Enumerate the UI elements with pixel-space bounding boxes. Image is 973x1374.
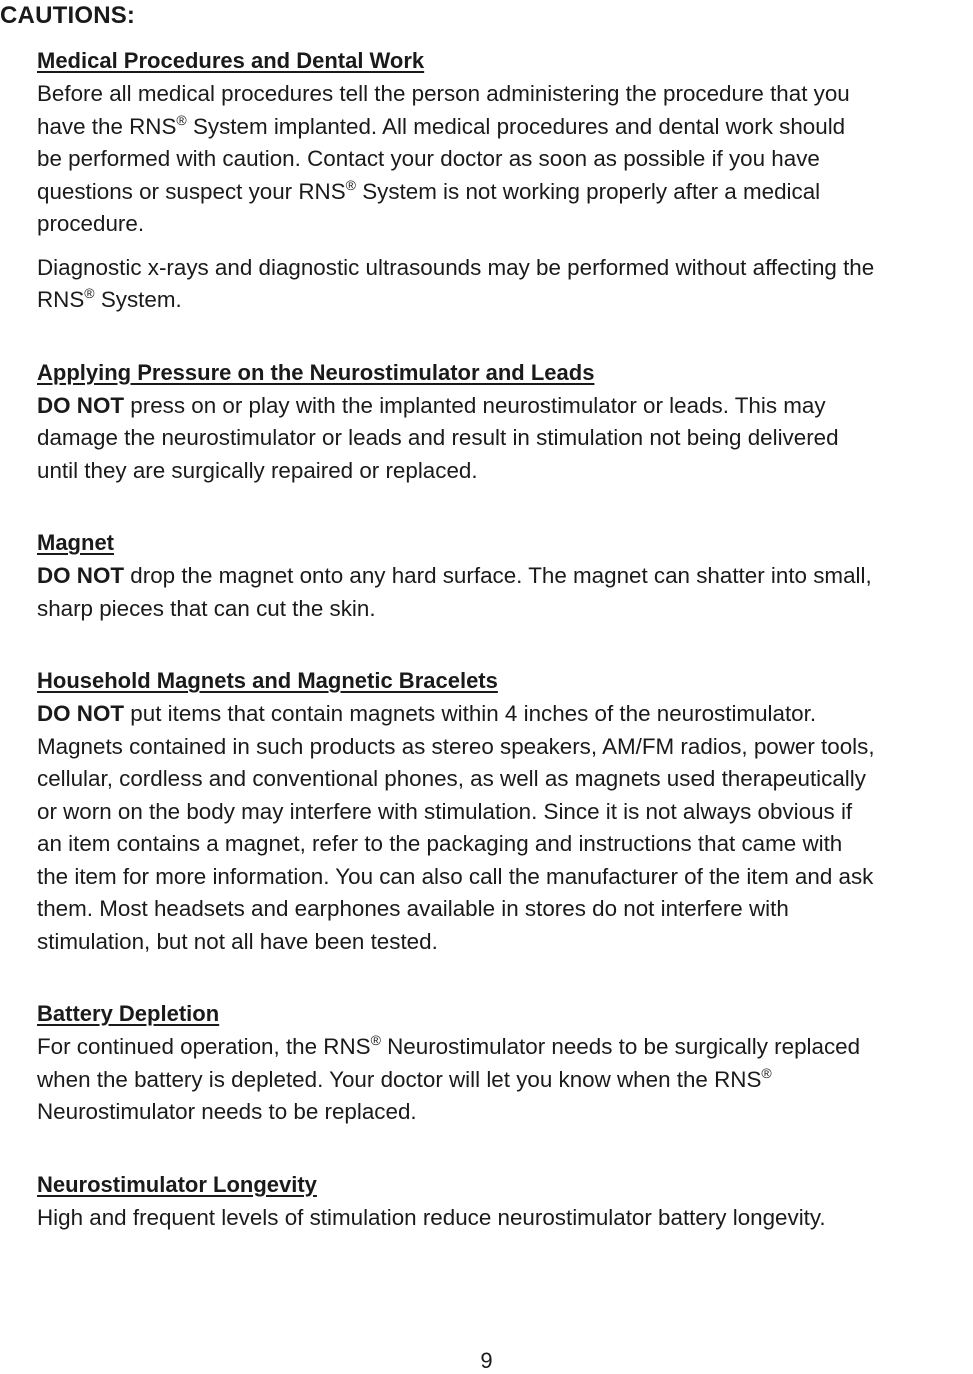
section-title-household-magnets: Household Magnets and Magnetic Bracelets: [37, 668, 498, 693]
text-line: Neurostimulator needs to be replaced.: [37, 1099, 417, 1124]
paragraph-household-magnets: [37, 698, 973, 958]
paragraph-magnet: [37, 560, 973, 625]
text-line: stimulation, but not all have been tested.: [37, 928, 438, 954]
text-line: [37, 176, 973, 209]
text-run: Neurostimulator needs to be surgically replaced: [380, 1034, 861, 1059]
section-title-magnet: Magnet: [37, 530, 114, 555]
section-neurostimulator-longevity: [37, 1168, 973, 1235]
text-run: drop the magnet onto any hard surface. The magnet can shatter into small,: [124, 563, 872, 588]
text-line: Diagnostic x-rays and diagnostic ultrasounds may be performed without affecting the: [37, 254, 875, 280]
text-line: procedure.: [37, 211, 145, 236]
registered-mark: ®: [345, 176, 356, 193]
text-run: System.: [94, 287, 182, 312]
text-line: an item contains a magnet, refer to the packaging and instructions that came with: [37, 831, 843, 856]
text-run: System implanted. All medical procedures and dental work should: [186, 113, 846, 139]
section-title-neurostimulator-longevity: Neurostimulator Longevity: [37, 1171, 317, 1197]
text-line: them. Most headsets and earphones available in stores do not interfere with: [37, 896, 789, 921]
text-run: put items that contain magnets within 4 inches of the neurostimulator.: [124, 701, 817, 726]
text-line: cellular, cordless and conventional phones, as well as magnets used therapeutically: [37, 766, 866, 791]
section-gap: [37, 958, 973, 997]
text-line: be performed with caution. Contact your doctor as soon as possible if you have: [37, 146, 820, 171]
cautions-content: [37, 44, 973, 1234]
section-gap: [37, 487, 973, 526]
text-run: have the RNS: [37, 113, 177, 139]
text-line: damage the neurostimulator or leads and result in stimulation not being delivered: [37, 425, 839, 450]
text-line: [37, 560, 973, 593]
section-gap: [37, 1129, 973, 1168]
text-line: [37, 284, 973, 317]
text-line: until they are surgically repaired or replaced.: [37, 457, 478, 483]
section-title-battery-depletion: Battery Depletion: [37, 1001, 220, 1026]
text-line: High and frequent levels of stimulation reduce neurostimulator battery longevity.: [37, 1204, 826, 1230]
text-run: press on or play with the implanted neurostimulator or leads. This may: [124, 392, 826, 418]
text-line: [37, 698, 973, 731]
paragraph-medical-procedures: [37, 78, 973, 241]
section-household-magnets: [37, 664, 973, 958]
text-run: For continued operation, the RNS: [37, 1034, 371, 1059]
text-run: questions or suspect your RNS: [37, 178, 346, 204]
paragraph-battery-depletion: [37, 1031, 973, 1129]
text-line: sharp pieces that can cut the skin.: [37, 595, 376, 621]
section-battery-depletion: [37, 997, 973, 1129]
section-gap: [37, 317, 973, 356]
text-run: RNS: [37, 287, 85, 312]
paragraph-applying-pressure: [37, 390, 973, 488]
do-not-lead: DO NOT: [37, 392, 125, 418]
text-line: the item for more information. You can also call the manufacturer of the item and ask: [37, 863, 874, 889]
paragraph-diagnostic: [37, 252, 973, 317]
do-not-lead: DO NOT: [37, 563, 125, 588]
section-gap: [37, 625, 973, 664]
registered-mark: ®: [176, 111, 187, 128]
text-line: [37, 1031, 973, 1064]
text-line: [37, 390, 973, 423]
registered-mark: ®: [84, 285, 95, 301]
section-medical-procedures: [37, 44, 973, 317]
section-title-medical-procedures: Medical Procedures and Dental Work: [37, 48, 425, 73]
paragraph-neurostimulator-longevity: [37, 1202, 973, 1235]
text-line: [37, 1064, 973, 1097]
page-number: 9: [480, 1348, 493, 1373]
registered-mark: ®: [761, 1064, 772, 1081]
registered-mark: ®: [370, 1032, 381, 1048]
section-magnet: [37, 526, 973, 625]
text-line: Before all medical procedures tell the person administering the procedure that you: [37, 81, 850, 106]
text-line: or worn on the body may interfere with stimulation. Since it is not always obvious if: [37, 798, 853, 824]
section-title-applying-pressure: Applying Pressure on the Neurostimulator and Leads: [37, 359, 595, 385]
page-heading: CAUTIONS:: [0, 2, 136, 29]
section-applying-pressure: [37, 356, 973, 488]
text-line: Magnets contained in such products as stereo speakers, AM/FM radios, power tools,: [37, 733, 875, 759]
text-run: when the battery is depleted. Your doctor will let you know when the RNS: [37, 1066, 762, 1092]
text-run: System is not working properly after a medical: [355, 178, 821, 204]
do-not-lead: DO NOT: [37, 701, 125, 726]
text-line: [37, 111, 973, 144]
